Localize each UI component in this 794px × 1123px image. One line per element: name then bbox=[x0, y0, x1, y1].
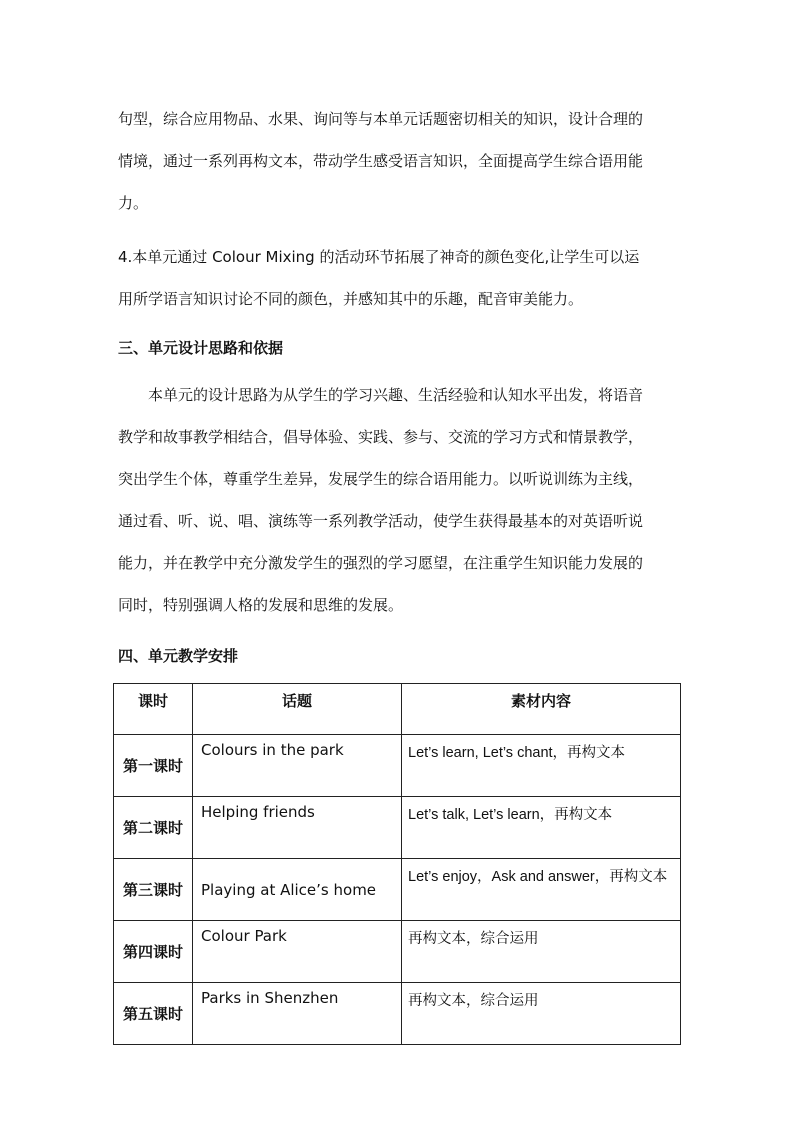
section-4-heading: 四、单元教学安排 bbox=[118, 647, 239, 665]
text-line: 教学和故事教学相结合，倡导体验、实践、参与、交流的学习方式和情景教学， bbox=[118, 428, 644, 446]
text-line: 用所学语言知识讨论不同的颜色，并感知其中的乐趣，配音审美能力。 bbox=[118, 290, 584, 308]
schedule-table bbox=[113, 683, 681, 1045]
header-material: 素材内容 bbox=[402, 684, 681, 735]
header-lesson: 课时 bbox=[114, 684, 193, 735]
section-3-heading: 三、单元设计思路和依据 bbox=[118, 339, 284, 357]
text-line: 同时，特别强调人格的发展和思维的发展。 bbox=[118, 596, 404, 614]
table-row bbox=[114, 921, 681, 983]
cell-material: 再构文本，综合运用 bbox=[402, 983, 681, 1045]
cell-lesson: 第一课时 bbox=[114, 735, 193, 797]
paragraph-2 bbox=[118, 236, 678, 320]
cell-topic: Playing at Alice’s home bbox=[193, 859, 402, 921]
text-line: 本单元的设计思路为从学生的学习兴趣、生活经验和认知水平出发，将语音 bbox=[118, 386, 644, 404]
table-row bbox=[114, 983, 681, 1045]
table-header-row bbox=[114, 684, 681, 735]
paragraph-3 bbox=[118, 374, 678, 626]
text-line: 通过看、听、说、唱、演练等一系列教学活动，使学生获得最基本的对英语听说 bbox=[118, 512, 644, 530]
table-row bbox=[114, 797, 681, 859]
paragraph-1 bbox=[118, 98, 678, 224]
text-line: 句型，综合应用物品、水果、询问等与本单元话题密切相关的知识，设计合理的 bbox=[118, 110, 644, 128]
text-line: 力。 bbox=[118, 194, 149, 212]
cell-material: Let’s enjoy，Ask and answer，再构文本 bbox=[402, 859, 681, 921]
text-line: 能力，并在教学中充分激发学生的强烈的学习愿望，在注重学生知识能力发展的 bbox=[118, 554, 644, 572]
cell-material: Let’s learn, Let’s chant，再构文本 bbox=[402, 735, 681, 797]
cell-topic: Parks in Shenzhen bbox=[193, 983, 402, 1045]
text-line: 4.本单元通过 Colour Mixing 的活动环节拓展了神奇的颜色变化,让学生可以运 bbox=[118, 248, 640, 266]
cell-lesson: 第五课时 bbox=[114, 983, 193, 1045]
header-topic: 话题 bbox=[193, 684, 402, 735]
cell-topic: Helping friends bbox=[193, 797, 402, 859]
cell-lesson: 第四课时 bbox=[114, 921, 193, 983]
table-row bbox=[114, 735, 681, 797]
table-row bbox=[114, 859, 681, 921]
cell-lesson: 第三课时 bbox=[114, 859, 193, 921]
text-line: 突出学生个体，尊重学生差异，发展学生的综合语用能力。以听说训练为主线， bbox=[118, 470, 644, 488]
cell-material: 再构文本，综合运用 bbox=[402, 921, 681, 983]
text-line: 情境，通过一系列再构文本，带动学生感受语言知识，全面提高学生综合语用能 bbox=[118, 152, 644, 170]
cell-material: Let’s talk, Let’s learn，再构文本 bbox=[402, 797, 681, 859]
cell-topic: Colours in the park bbox=[193, 735, 402, 797]
cell-topic: Colour Park bbox=[193, 921, 402, 983]
cell-lesson: 第二课时 bbox=[114, 797, 193, 859]
